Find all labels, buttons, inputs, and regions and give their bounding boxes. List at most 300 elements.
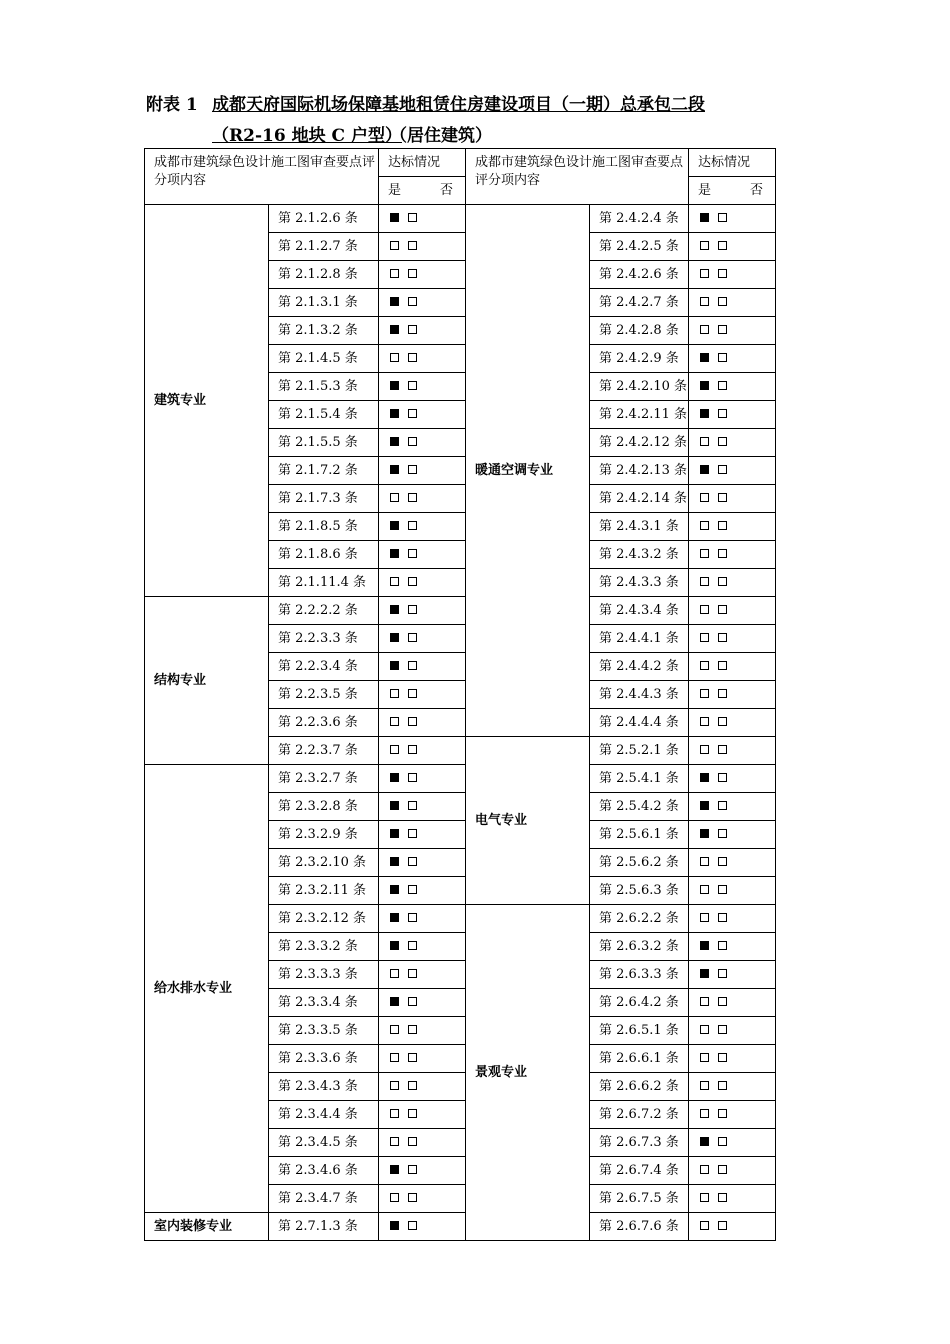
compliance-checkboxes — [689, 933, 776, 961]
compliance-checkboxes — [379, 569, 466, 597]
compliance-checkboxes — [379, 709, 466, 737]
unchecked-box-icon — [390, 269, 399, 278]
compliance-checkboxes — [379, 485, 466, 513]
checked-box-icon — [390, 297, 399, 306]
unchecked-box-icon — [408, 577, 417, 586]
clause-code: 第 2.4.2.6 条 — [590, 261, 689, 289]
unchecked-box-icon — [700, 493, 709, 502]
checked-box-icon — [700, 381, 709, 390]
unchecked-box-icon — [390, 689, 399, 698]
unchecked-box-icon — [408, 437, 417, 446]
header-yes: 是 — [388, 182, 402, 198]
unchecked-box-icon — [700, 1025, 709, 1034]
compliance-checkboxes — [689, 261, 776, 289]
checked-box-icon — [700, 969, 709, 978]
compliance-checkboxes — [379, 597, 466, 625]
compliance-checkboxes — [689, 1045, 776, 1073]
unchecked-box-icon — [718, 1109, 727, 1118]
clause-code: 第 2.5.6.3 条 — [590, 877, 689, 905]
clause-code: 第 2.3.2.7 条 — [269, 765, 379, 793]
unchecked-box-icon — [718, 801, 727, 810]
category-label: 暖通空调专业 — [466, 205, 590, 737]
unchecked-box-icon — [718, 325, 727, 334]
compliance-checkboxes — [379, 849, 466, 877]
checked-box-icon — [700, 213, 709, 222]
unchecked-box-icon — [408, 353, 417, 362]
unchecked-box-icon — [408, 997, 417, 1006]
category-label: 电气专业 — [466, 737, 590, 905]
clause-code: 第 2.4.3.1 条 — [590, 513, 689, 541]
clause-code: 第 2.5.6.1 条 — [590, 821, 689, 849]
header-yes: 是 — [698, 182, 712, 198]
unchecked-box-icon — [390, 1081, 399, 1090]
compliance-checkboxes — [689, 1073, 776, 1101]
compliance-checkboxes — [379, 541, 466, 569]
checked-box-icon — [700, 801, 709, 810]
checked-box-icon — [390, 1165, 399, 1174]
compliance-checkboxes — [689, 625, 776, 653]
unchecked-box-icon — [718, 745, 727, 754]
clause-code: 第 2.4.4.2 条 — [590, 653, 689, 681]
checked-box-icon — [390, 325, 399, 334]
clause-code: 第 2.6.7.6 条 — [590, 1213, 689, 1241]
compliance-checkboxes — [379, 793, 466, 821]
clause-code: 第 2.6.5.1 条 — [590, 1017, 689, 1045]
clause-code: 第 2.4.2.5 条 — [590, 233, 689, 261]
compliance-checkboxes — [379, 681, 466, 709]
unchecked-box-icon — [408, 1053, 417, 1062]
unchecked-box-icon — [408, 801, 417, 810]
clause-code: 第 2.1.8.5 条 — [269, 513, 379, 541]
unchecked-box-icon — [408, 325, 417, 334]
unchecked-box-icon — [718, 857, 727, 866]
checked-box-icon — [700, 465, 709, 474]
compliance-checkboxes — [379, 1045, 466, 1073]
unchecked-box-icon — [718, 409, 727, 418]
checked-box-icon — [390, 773, 399, 782]
unchecked-box-icon — [700, 857, 709, 866]
compliance-checkboxes — [379, 401, 466, 429]
unchecked-box-icon — [718, 1081, 727, 1090]
unchecked-box-icon — [700, 1193, 709, 1202]
checked-box-icon — [390, 913, 399, 922]
header-no: 否 — [750, 182, 764, 198]
compliance-checkboxes — [379, 933, 466, 961]
title-main: 成都天府国际机场保障基地租赁住房建设项目（一期）总承包二段 — [212, 95, 705, 115]
unchecked-box-icon — [390, 353, 399, 362]
compliance-checkboxes — [379, 653, 466, 681]
header-content-left: 成都市建筑绿色设计施工图审查要点评分项内容 — [145, 149, 379, 205]
unchecked-box-icon — [718, 241, 727, 250]
clause-code: 第 2.4.2.8 条 — [590, 317, 689, 345]
title-prefix: 附表 1 — [146, 95, 198, 115]
clause-code: 第 2.3.3.4 条 — [269, 989, 379, 1017]
clause-code: 第 2.5.4.2 条 — [590, 793, 689, 821]
unchecked-box-icon — [700, 997, 709, 1006]
compliance-checkboxes — [689, 289, 776, 317]
unchecked-box-icon — [408, 717, 417, 726]
clause-code: 第 2.4.2.4 条 — [590, 205, 689, 233]
checked-box-icon — [390, 885, 399, 894]
clause-code: 第 2.1.3.2 条 — [269, 317, 379, 345]
compliance-checkboxes — [689, 1129, 776, 1157]
unchecked-box-icon — [408, 969, 417, 978]
clause-code: 第 2.6.2.2 条 — [590, 905, 689, 933]
category-label: 景观专业 — [466, 905, 590, 1241]
clause-code: 第 2.1.2.8 条 — [269, 261, 379, 289]
clause-code: 第 2.6.7.2 条 — [590, 1101, 689, 1129]
compliance-checkboxes — [379, 1017, 466, 1045]
clause-code: 第 2.3.4.5 条 — [269, 1129, 379, 1157]
unchecked-box-icon — [718, 969, 727, 978]
header-yesno-left — [379, 177, 466, 205]
clause-code: 第 2.6.4.2 条 — [590, 989, 689, 1017]
checked-box-icon — [390, 829, 399, 838]
unchecked-box-icon — [390, 1193, 399, 1202]
unchecked-box-icon — [718, 717, 727, 726]
clause-code: 第 2.1.7.2 条 — [269, 457, 379, 485]
compliance-checkboxes — [689, 821, 776, 849]
clause-code: 第 2.4.4.4 条 — [590, 709, 689, 737]
clause-code: 第 2.1.5.4 条 — [269, 401, 379, 429]
unchecked-box-icon — [408, 1165, 417, 1174]
clause-code: 第 2.1.2.7 条 — [269, 233, 379, 261]
unchecked-box-icon — [718, 521, 727, 530]
unchecked-box-icon — [718, 1193, 727, 1202]
clause-code: 第 2.5.6.2 条 — [590, 849, 689, 877]
clause-code: 第 2.5.4.1 条 — [590, 765, 689, 793]
clause-code: 第 2.3.2.9 条 — [269, 821, 379, 849]
compliance-checkboxes — [379, 765, 466, 793]
unchecked-box-icon — [700, 437, 709, 446]
clause-code: 第 2.4.3.2 条 — [590, 541, 689, 569]
compliance-checkboxes — [379, 233, 466, 261]
compliance-checkboxes — [689, 485, 776, 513]
clause-code: 第 2.3.4.3 条 — [269, 1073, 379, 1101]
clause-code: 第 2.1.3.1 条 — [269, 289, 379, 317]
compliance-checkboxes — [379, 1073, 466, 1101]
compliance-checkboxes — [689, 765, 776, 793]
clause-code: 第 2.3.2.8 条 — [269, 793, 379, 821]
compliance-checkboxes — [689, 877, 776, 905]
unchecked-box-icon — [408, 381, 417, 390]
unchecked-box-icon — [718, 1221, 727, 1230]
clause-code: 第 2.4.4.1 条 — [590, 625, 689, 653]
compliance-checkboxes — [379, 457, 466, 485]
unchecked-box-icon — [700, 885, 709, 894]
unchecked-box-icon — [700, 661, 709, 670]
compliance-checkboxes — [379, 345, 466, 373]
compliance-checkboxes — [379, 961, 466, 989]
compliance-checkboxes — [379, 1157, 466, 1185]
checked-box-icon — [700, 773, 709, 782]
clause-code: 第 2.4.4.3 条 — [590, 681, 689, 709]
clause-code: 第 2.1.5.3 条 — [269, 373, 379, 401]
compliance-checkboxes — [379, 317, 466, 345]
clause-code: 第 2.7.1.3 条 — [269, 1213, 379, 1241]
unchecked-box-icon — [408, 829, 417, 838]
unchecked-box-icon — [718, 829, 727, 838]
unchecked-box-icon — [408, 241, 417, 250]
checked-box-icon — [390, 801, 399, 810]
checked-box-icon — [390, 381, 399, 390]
compliance-checkboxes — [689, 1017, 776, 1045]
unchecked-box-icon — [700, 1165, 709, 1174]
clause-code: 第 2.6.3.3 条 — [590, 961, 689, 989]
unchecked-box-icon — [408, 689, 417, 698]
title-type: （居住建筑） — [390, 126, 492, 146]
compliance-checkboxes — [379, 261, 466, 289]
checked-box-icon — [700, 409, 709, 418]
compliance-checkboxes — [379, 1101, 466, 1129]
clause-code: 第 2.4.2.13 条 — [590, 457, 689, 485]
clause-code: 第 2.4.2.12 条 — [590, 429, 689, 457]
unchecked-box-icon — [700, 549, 709, 558]
title-sub: （R2-16 地块 C 户型） — [212, 126, 402, 146]
table-row — [145, 597, 776, 625]
unchecked-box-icon — [390, 1109, 399, 1118]
unchecked-box-icon — [718, 997, 727, 1006]
clause-code: 第 2.1.7.3 条 — [269, 485, 379, 513]
unchecked-box-icon — [390, 241, 399, 250]
checked-box-icon — [390, 521, 399, 530]
unchecked-box-icon — [390, 717, 399, 726]
compliance-checkboxes — [689, 737, 776, 765]
clause-code: 第 2.6.6.1 条 — [590, 1045, 689, 1073]
unchecked-box-icon — [718, 493, 727, 502]
unchecked-box-icon — [408, 773, 417, 782]
unchecked-box-icon — [718, 1137, 727, 1146]
compliance-checkboxes — [689, 1101, 776, 1129]
unchecked-box-icon — [718, 913, 727, 922]
unchecked-box-icon — [700, 577, 709, 586]
compliance-checkboxes — [379, 205, 466, 233]
table-row — [145, 765, 776, 793]
compliance-checkboxes — [379, 1185, 466, 1213]
unchecked-box-icon — [718, 465, 727, 474]
unchecked-box-icon — [718, 549, 727, 558]
header-content-right: 成都市建筑绿色设计施工图审查要点评分项内容 — [466, 149, 689, 205]
unchecked-box-icon — [408, 745, 417, 754]
unchecked-box-icon — [390, 1137, 399, 1146]
unchecked-box-icon — [408, 493, 417, 502]
clause-code: 第 2.3.4.7 条 — [269, 1185, 379, 1213]
header-status-left: 达标情况 — [379, 149, 466, 177]
clause-code: 第 2.6.6.2 条 — [590, 1073, 689, 1101]
unchecked-box-icon — [408, 1193, 417, 1202]
compliance-checkboxes — [689, 1157, 776, 1185]
clause-code: 第 2.1.2.6 条 — [269, 205, 379, 233]
checked-box-icon — [390, 941, 399, 950]
compliance-checkboxes — [379, 737, 466, 765]
clause-code: 第 2.3.3.5 条 — [269, 1017, 379, 1045]
compliance-checkboxes — [689, 373, 776, 401]
unchecked-box-icon — [718, 773, 727, 782]
review-table — [144, 148, 776, 1241]
unchecked-box-icon — [718, 661, 727, 670]
clause-code: 第 2.3.4.6 条 — [269, 1157, 379, 1185]
clause-code: 第 2.4.3.3 条 — [590, 569, 689, 597]
compliance-checkboxes — [689, 1185, 776, 1213]
unchecked-box-icon — [700, 745, 709, 754]
checked-box-icon — [700, 1137, 709, 1146]
table-row — [145, 205, 776, 233]
compliance-checkboxes — [689, 597, 776, 625]
checked-box-icon — [390, 465, 399, 474]
clause-code: 第 2.5.2.1 条 — [590, 737, 689, 765]
unchecked-box-icon — [408, 521, 417, 530]
clause-code: 第 2.4.2.11 条 — [590, 401, 689, 429]
compliance-checkboxes — [689, 653, 776, 681]
unchecked-box-icon — [390, 1053, 399, 1062]
clause-code: 第 2.2.3.4 条 — [269, 653, 379, 681]
unchecked-box-icon — [718, 1165, 727, 1174]
unchecked-box-icon — [718, 941, 727, 950]
compliance-checkboxes — [689, 989, 776, 1017]
unchecked-box-icon — [700, 521, 709, 530]
unchecked-box-icon — [718, 1025, 727, 1034]
checked-box-icon — [390, 661, 399, 670]
clause-code: 第 2.2.3.7 条 — [269, 737, 379, 765]
unchecked-box-icon — [700, 605, 709, 614]
clause-code: 第 2.3.2.12 条 — [269, 905, 379, 933]
compliance-checkboxes — [689, 849, 776, 877]
unchecked-box-icon — [408, 913, 417, 922]
compliance-checkboxes — [689, 457, 776, 485]
compliance-checkboxes — [689, 709, 776, 737]
unchecked-box-icon — [700, 913, 709, 922]
checked-box-icon — [390, 633, 399, 642]
unchecked-box-icon — [408, 1025, 417, 1034]
compliance-checkboxes — [689, 233, 776, 261]
compliance-checkboxes — [379, 989, 466, 1017]
unchecked-box-icon — [700, 269, 709, 278]
unchecked-box-icon — [718, 605, 727, 614]
compliance-checkboxes — [689, 205, 776, 233]
unchecked-box-icon — [700, 633, 709, 642]
clause-code: 第 2.2.3.5 条 — [269, 681, 379, 709]
clause-code: 第 2.6.7.5 条 — [590, 1185, 689, 1213]
unchecked-box-icon — [408, 885, 417, 894]
clause-code: 第 2.1.11.4 条 — [269, 569, 379, 597]
unchecked-box-icon — [408, 1081, 417, 1090]
unchecked-box-icon — [700, 297, 709, 306]
unchecked-box-icon — [700, 1081, 709, 1090]
checked-box-icon — [700, 941, 709, 950]
clause-code: 第 2.3.3.6 条 — [269, 1045, 379, 1073]
clause-code: 第 2.4.2.14 条 — [590, 485, 689, 513]
clause-code: 第 2.6.3.2 条 — [590, 933, 689, 961]
clause-code: 第 2.4.3.4 条 — [590, 597, 689, 625]
unchecked-box-icon — [408, 465, 417, 474]
clause-code: 第 2.4.2.10 条 — [590, 373, 689, 401]
compliance-checkboxes — [379, 877, 466, 905]
checked-box-icon — [390, 1221, 399, 1230]
clause-code: 第 2.4.2.9 条 — [590, 345, 689, 373]
clause-code: 第 2.6.7.4 条 — [590, 1157, 689, 1185]
category-label: 建筑专业 — [145, 205, 269, 597]
unchecked-box-icon — [408, 1109, 417, 1118]
compliance-checkboxes — [689, 905, 776, 933]
unchecked-box-icon — [718, 689, 727, 698]
unchecked-box-icon — [700, 241, 709, 250]
unchecked-box-icon — [408, 409, 417, 418]
compliance-checkboxes — [689, 1213, 776, 1241]
unchecked-box-icon — [408, 857, 417, 866]
compliance-checkboxes — [689, 541, 776, 569]
clause-code: 第 2.1.8.6 条 — [269, 541, 379, 569]
clause-code: 第 2.2.3.6 条 — [269, 709, 379, 737]
unchecked-box-icon — [390, 969, 399, 978]
checked-box-icon — [390, 213, 399, 222]
unchecked-box-icon — [718, 577, 727, 586]
unchecked-box-icon — [700, 1109, 709, 1118]
unchecked-box-icon — [408, 661, 417, 670]
unchecked-box-icon — [390, 1025, 399, 1034]
unchecked-box-icon — [390, 577, 399, 586]
unchecked-box-icon — [408, 549, 417, 558]
compliance-checkboxes — [379, 373, 466, 401]
unchecked-box-icon — [700, 325, 709, 334]
unchecked-box-icon — [390, 745, 399, 754]
unchecked-box-icon — [408, 269, 417, 278]
table-body — [145, 205, 776, 1241]
clause-code: 第 2.3.4.4 条 — [269, 1101, 379, 1129]
checked-box-icon — [390, 549, 399, 558]
checked-box-icon — [700, 829, 709, 838]
unchecked-box-icon — [718, 437, 727, 446]
compliance-checkboxes — [689, 793, 776, 821]
compliance-checkboxes — [379, 905, 466, 933]
compliance-checkboxes — [689, 513, 776, 541]
unchecked-box-icon — [718, 269, 727, 278]
unchecked-box-icon — [408, 1137, 417, 1146]
header-no: 否 — [440, 182, 454, 198]
clause-code: 第 2.4.2.7 条 — [590, 289, 689, 317]
checked-box-icon — [390, 857, 399, 866]
checked-box-icon — [700, 353, 709, 362]
compliance-checkboxes — [689, 401, 776, 429]
compliance-checkboxes — [689, 961, 776, 989]
unchecked-box-icon — [408, 633, 417, 642]
compliance-checkboxes — [379, 429, 466, 457]
unchecked-box-icon — [700, 1221, 709, 1230]
compliance-checkboxes — [689, 569, 776, 597]
compliance-checkboxes — [689, 429, 776, 457]
unchecked-box-icon — [718, 213, 727, 222]
unchecked-box-icon — [408, 297, 417, 306]
unchecked-box-icon — [408, 213, 417, 222]
header-status-right: 达标情况 — [689, 149, 776, 177]
header-yesno-right — [689, 177, 776, 205]
clause-code: 第 2.3.2.11 条 — [269, 877, 379, 905]
unchecked-box-icon — [718, 1053, 727, 1062]
checked-box-icon — [390, 997, 399, 1006]
clause-code: 第 2.6.7.3 条 — [590, 1129, 689, 1157]
compliance-checkboxes — [689, 317, 776, 345]
unchecked-box-icon — [408, 941, 417, 950]
unchecked-box-icon — [408, 605, 417, 614]
clause-code: 第 2.1.4.5 条 — [269, 345, 379, 373]
category-label: 结构专业 — [145, 597, 269, 765]
clause-code: 第 2.3.2.10 条 — [269, 849, 379, 877]
compliance-checkboxes — [379, 513, 466, 541]
table-row — [145, 1213, 776, 1241]
unchecked-box-icon — [408, 1221, 417, 1230]
unchecked-box-icon — [718, 381, 727, 390]
clause-code: 第 2.2.2.2 条 — [269, 597, 379, 625]
unchecked-box-icon — [718, 353, 727, 362]
